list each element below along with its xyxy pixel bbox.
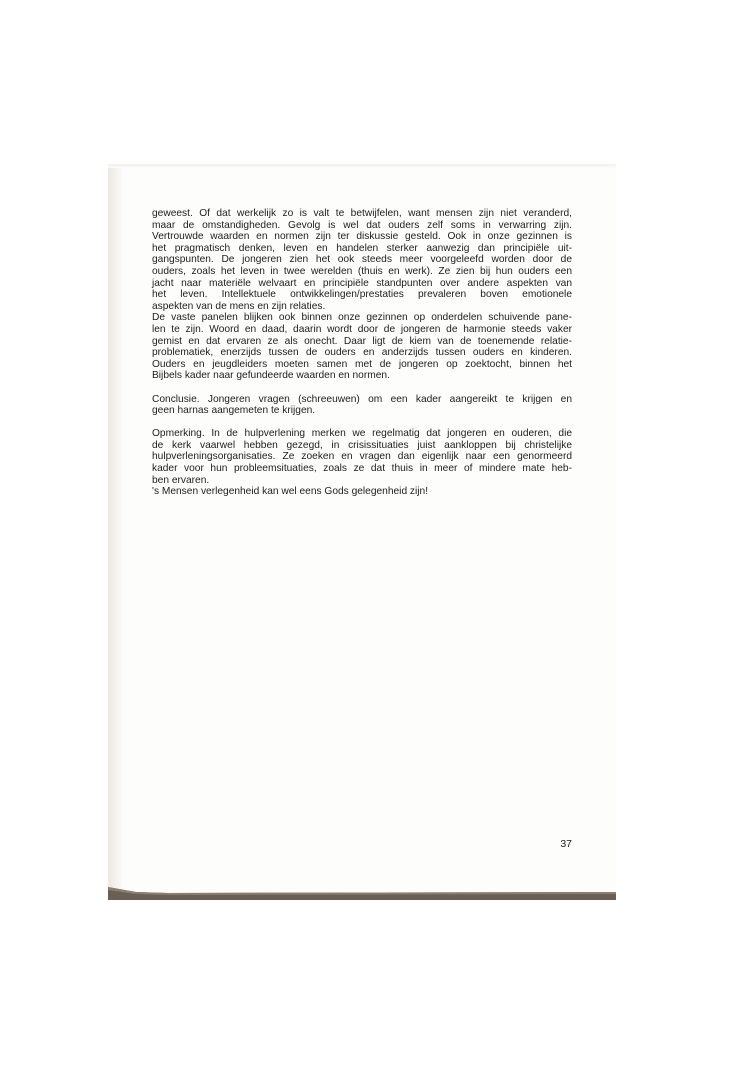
text-line: Vertrouwde waarden en normen zijn ter diskussie gesteld. Ook in onze gezinnen is <box>152 231 572 243</box>
body-text <box>152 208 572 498</box>
page-bottom-edge <box>108 884 616 902</box>
text-line: hulpverleningsorganisaties. Ze zoeken en vragen dan eigenlijk naar een genormeerd <box>152 451 572 463</box>
page-top-edge <box>108 164 616 168</box>
paragraph-gap <box>152 417 572 429</box>
text-line: ouders, zoals het leven in twee werelden (thuis en werk). Ze zien bij hun ouders een <box>152 265 572 277</box>
text-line: problematiek, enerzijds tussen de ouders en anderzijds tussen ouders en kinderen. <box>152 347 572 359</box>
text-line: jacht naar materiële welvaart en principiële standpunten over andere aspekten van <box>152 277 572 289</box>
paragraph <box>152 486 572 498</box>
text-line: Conclusie. Jongeren vragen (schreeuwen) om een kader aangereikt te krijgen en <box>152 393 572 405</box>
text-line: Opmerking. In de hulpverlening merken we regelmatig dat jongeren en ouderen, die <box>152 428 572 440</box>
paragraph <box>152 312 572 382</box>
paragraph <box>152 428 572 486</box>
text-line: kader voor hun probleemsituaties, zoals ze dat thuis in meer of mindere mate heb- <box>152 463 572 475</box>
text-line: het pragmatisch denken, leven en handelen sterker aanwezig dan principiële uit- <box>152 242 572 254</box>
text-line: len te zijn. Woord en daad, daarin wordt door de jongeren de harmonie steeds vaker <box>152 323 572 335</box>
text-line: Ouders en jeugdleiders moeten samen met de jongeren op zoektocht, binnen het <box>152 358 572 370</box>
page-binding-shadow <box>108 164 122 894</box>
text-line: ben ervaren. <box>152 474 210 486</box>
text-line: maar de omstandigheden. Gevolg is wel dat ouders zelf soms in verwarring zijn. <box>152 219 572 231</box>
paragraph <box>152 208 572 312</box>
text-line: de kerk vaarwel hebben gezegd, in crisissituaties juist aankloppen bij christelijke <box>152 439 572 451</box>
paragraph <box>152 394 572 417</box>
text-line: De vaste panelen blijken ook binnen onze gezinnen op onderdelen schuivende pane- <box>152 312 572 324</box>
text-line: geweest. Of dat werkelijk zo is valt te betwijfelen, want mensen zijn niet veranderd, <box>152 208 572 219</box>
text-line: gemist en dat ervaren ze als onecht. Daar ligt de kiem van de toenemende relatie- <box>152 335 572 347</box>
text-line: het leven. Intellektuele ontwikkelingen/prestaties prevaleren boven emotionele <box>152 289 572 301</box>
text-line: aspekten van de mens en zijn relaties. <box>152 300 326 312</box>
text-line: 's Mensen verlegenheid kan wel eens Gods gelegenheid zijn! <box>152 486 429 498</box>
paragraph-gap <box>152 382 572 394</box>
text-line: geen harnas aangemeten te krijgen. <box>152 405 316 417</box>
page-number: 37 <box>560 838 572 850</box>
text-line: Bijbels kader naar gefundeerde waarden en normen. <box>152 370 390 382</box>
text-line: gangspunten. De jongeren zien het ook steeds meer voorgeleefd worden door de <box>152 254 572 266</box>
